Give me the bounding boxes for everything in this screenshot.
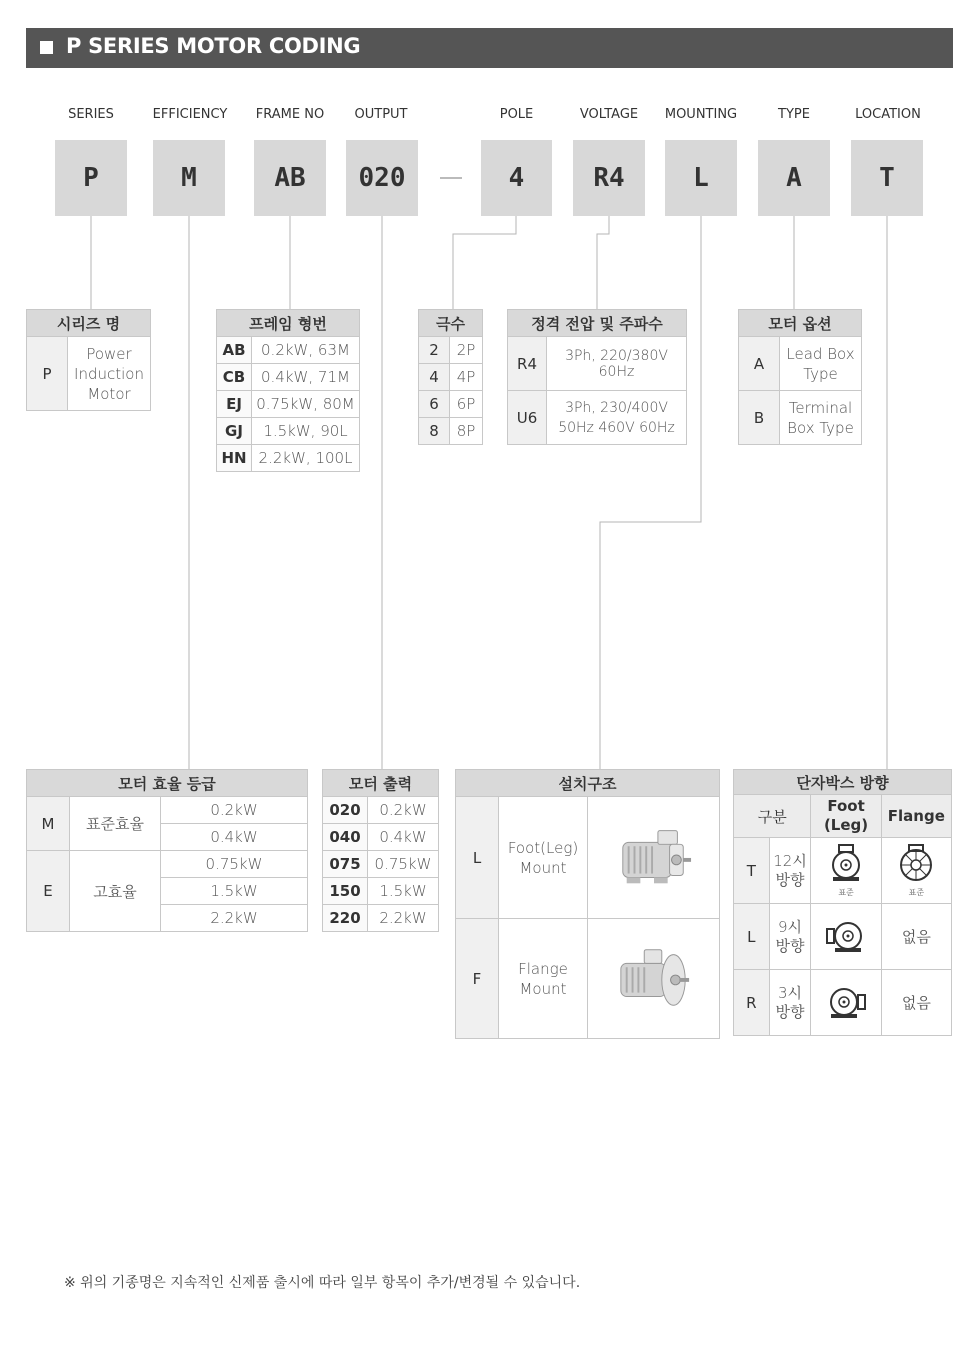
voltage-desc: 3Ph, 220/380V 60Hz <box>547 337 687 391</box>
location-col-flange: Flange <box>881 795 951 838</box>
frame-desc: 0.75kW, 80M <box>252 391 360 418</box>
frame-desc: 0.2kW, 63M <box>252 337 360 364</box>
foot-motor-image <box>588 797 720 919</box>
frame-desc: 2.2kW, 100L <box>252 445 360 472</box>
frame-desc: 1.5kW, 90L <box>252 418 360 445</box>
pole-desc: 4P <box>450 364 483 391</box>
efficiency-table <box>26 769 308 932</box>
efficiency-code: E <box>27 851 70 932</box>
efficiency-value: 0.75kW <box>161 851 308 878</box>
location-dir: 3시 방향 <box>769 970 811 1036</box>
pole-table <box>418 309 483 445</box>
option-table-header: 모터 옵션 <box>739 310 862 337</box>
footnote: ※ 위의 기종명은 지속적인 신제품 출시에 따라 일부 항목이 추가/변경될 수 있습니다. <box>64 1275 581 1291</box>
mounting-code: F <box>456 919 499 1039</box>
pole-desc: 2P <box>450 337 483 364</box>
foot-left-diagram <box>811 904 881 970</box>
standard-label: 표준 <box>838 888 854 897</box>
series-code: P <box>27 337 68 411</box>
output-desc: 0.75kW <box>368 851 439 878</box>
flange-mount-motor-icon <box>615 941 693 1013</box>
code-box-location: T <box>851 140 923 216</box>
frame-code: HN <box>217 445 252 472</box>
location-code: T <box>734 838 770 904</box>
location-table <box>733 769 952 1036</box>
location-dir: 9시 방향 <box>769 904 811 970</box>
frame-table-header: 프레임 형번 <box>217 310 360 337</box>
option-desc: Terminal Box Type <box>780 391 862 445</box>
code-header-output: OUTPUT <box>354 107 408 122</box>
motor-front-left-box-icon <box>826 914 866 956</box>
location-flange: 없음 <box>881 904 951 970</box>
page-title: P SERIES MOTOR CODING <box>66 34 361 58</box>
frame-code: AB <box>217 337 252 364</box>
location-col-label: 구분 <box>734 795 811 838</box>
code-box-output: 020 <box>346 140 418 216</box>
output-table-header: 모터 출력 <box>323 770 439 797</box>
series-desc: Power Induction Motor <box>68 337 151 411</box>
output-code: 075 <box>323 851 368 878</box>
voltage-code: R4 <box>508 337 547 391</box>
pole-desc: 6P <box>450 391 483 418</box>
output-desc: 2.2kW <box>368 905 439 932</box>
efficiency-value: 1.5kW <box>161 878 308 905</box>
code-box-voltage: R4 <box>573 140 645 216</box>
efficiency-value: 0.2kW <box>161 797 308 824</box>
code-header-location: LOCATION <box>855 107 921 122</box>
option-code: B <box>739 391 780 445</box>
voltage-code: U6 <box>508 391 547 445</box>
location-flange: 없음 <box>881 970 951 1036</box>
pole-code: 8 <box>419 418 450 445</box>
code-box-type: A <box>758 140 830 216</box>
motor-front-top-box-icon <box>826 843 866 885</box>
pole-code: 4 <box>419 364 450 391</box>
code-header-type: TYPE <box>778 107 810 122</box>
code-header-series: SERIES <box>68 107 114 122</box>
output-table <box>322 769 439 932</box>
output-code: 220 <box>323 905 368 932</box>
mounting-desc: Flange Mount <box>499 919 588 1039</box>
code-header-pole: POLE <box>499 107 534 122</box>
motor-front-right-box-icon <box>826 980 866 1022</box>
mounting-code: L <box>456 797 499 919</box>
pole-table-header: 극수 <box>419 310 483 337</box>
code-box-frame-no: AB <box>254 140 326 216</box>
flange-top-diagram <box>881 838 951 904</box>
standard-label: 표준 <box>908 888 925 897</box>
series-table-header: 시리즈 명 <box>27 310 151 337</box>
code-box-mounting: L <box>665 140 737 216</box>
efficiency-name: 고효율 <box>70 851 161 932</box>
output-code: 040 <box>323 824 368 851</box>
foot-mount-motor-icon <box>615 820 693 892</box>
output-desc: 1.5kW <box>368 878 439 905</box>
efficiency-value: 2.2kW <box>161 905 308 932</box>
option-table <box>738 309 862 445</box>
code-header-voltage: VOLTAGE <box>579 107 639 122</box>
frame-code: CB <box>217 364 252 391</box>
efficiency-value: 0.4kW <box>161 824 308 851</box>
output-desc: 0.2kW <box>368 797 439 824</box>
code-header-mounting: MOUNTING <box>664 107 738 122</box>
efficiency-code: M <box>27 797 70 851</box>
code-box-efficiency: M <box>153 140 225 216</box>
pole-code: 6 <box>419 391 450 418</box>
location-dir: 12시 방향 <box>769 838 811 904</box>
voltage-desc: 3Ph, 230/400V 50Hz 460V 60Hz <box>547 391 687 445</box>
efficiency-table-header: 모터 효율 등급 <box>27 770 308 797</box>
frame-code: GJ <box>217 418 252 445</box>
code-header-efficiency: EFFICIENCY <box>152 107 228 122</box>
output-code: 020 <box>323 797 368 824</box>
flange-front-top-box-icon <box>896 843 936 885</box>
location-col-foot: Foot (Leg) <box>811 795 881 838</box>
location-code: R <box>734 970 770 1036</box>
foot-right-diagram <box>811 970 881 1036</box>
option-desc: Lead Box Type <box>780 337 862 391</box>
mounting-desc: Foot(Leg) Mount <box>499 797 588 919</box>
voltage-table <box>507 309 687 445</box>
voltage-table-header: 정격 전압 및 주파수 <box>508 310 687 337</box>
flange-motor-image <box>588 919 720 1039</box>
pole-code: 2 <box>419 337 450 364</box>
output-code: 150 <box>323 878 368 905</box>
series-table <box>26 309 151 411</box>
location-table-header: 단자박스 방향 <box>734 770 952 795</box>
frame-code: EJ <box>217 391 252 418</box>
frame-table <box>216 309 360 472</box>
pole-desc: 8P <box>450 418 483 445</box>
output-desc: 0.4kW <box>368 824 439 851</box>
foot-top-diagram <box>811 838 881 904</box>
frame-desc: 0.4kW, 71M <box>252 364 360 391</box>
code-box-series: P <box>55 140 127 216</box>
code-header-frame-no: FRAME NO <box>255 107 325 122</box>
location-code: L <box>734 904 770 970</box>
option-code: A <box>739 337 780 391</box>
mounting-table <box>455 769 720 1039</box>
mounting-table-header: 설치구조 <box>456 770 720 797</box>
code-box-pole: 4 <box>481 140 552 216</box>
efficiency-name: 표준효율 <box>70 797 161 851</box>
